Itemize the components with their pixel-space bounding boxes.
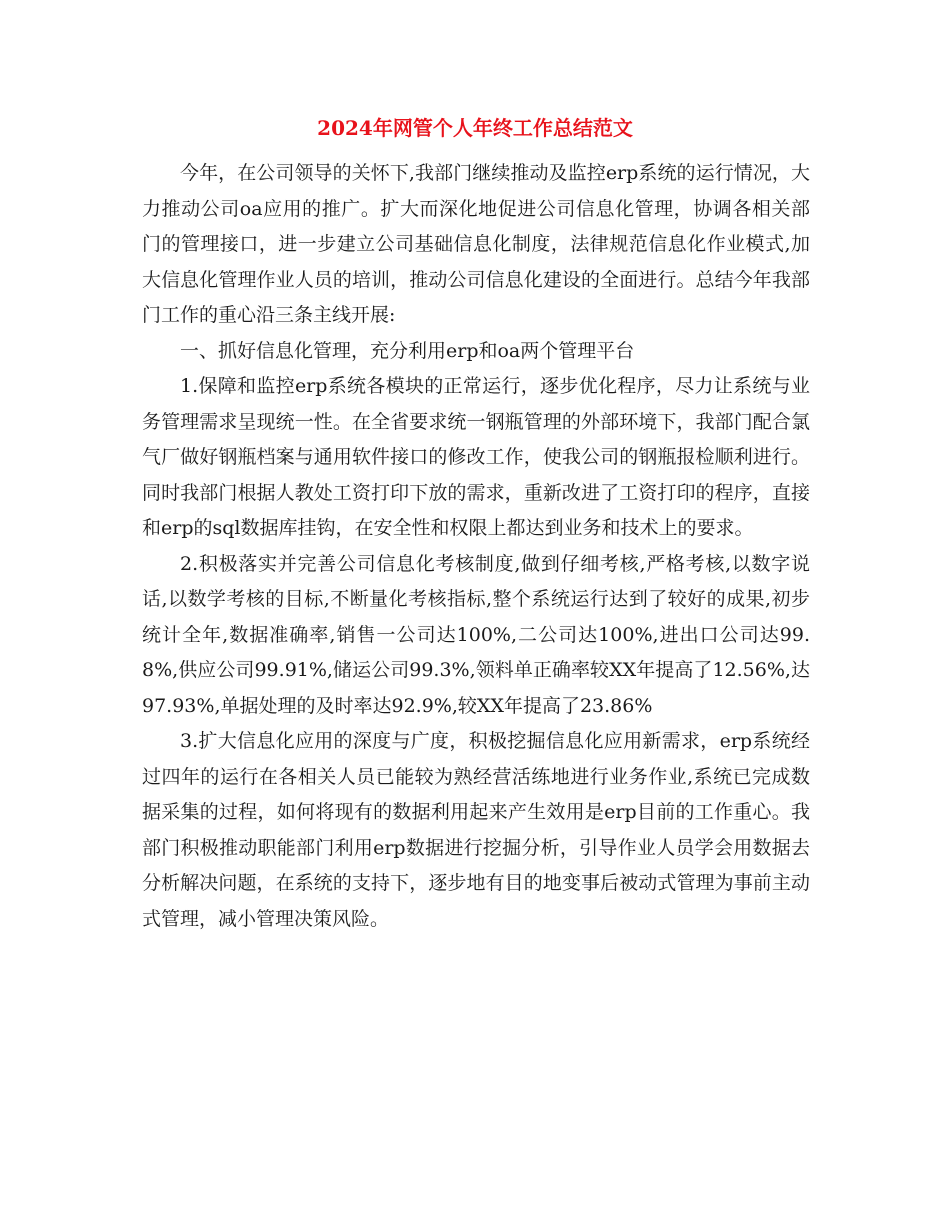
paragraph-item-3: 3.扩大信息化应用的深度与广度，积极挖掘信息化应用新需求，erp系统经过四年的运行在各相关人员已能较为熟经营活练地进行业务作业,系统已完成数据采集的过程，如何将现有的数据利用起来产生效用是erp目前的工作重心。我部门积极推动职能部门利用erp数据进行挖掘分析，引导作业人员学会用数据去分析解决问题，在系统的支持下，逐步地有目的地变事后被动式管理为事前主动式管理，减小管理决策风险。 xyxy=(142,730,810,930)
paragraph-item-1: 1.保障和监控erp系统各模块的正常运行，逐步优化程序，尽力让系统与业务管理需求呈现统一性。在全省要求统一钢瓶管理的外部环境下，我部门配合氯气厂做好钢瓶档案与通用软件接口的修改工作，使我公司的钢瓶报检顺利进行。同时我部门根据人教处工资打印下放的需求，重新改进了工资打印的程序，直接和erp的sql数据库挂钩，在安全性和权限上都达到业务和技术上的要求。 xyxy=(142,375,810,539)
document-title: 2024年网管个人年终工作总结范文 xyxy=(317,116,633,140)
document-body xyxy=(142,156,810,937)
paragraph-item-2: 2.积极落实并完善公司信息化考核制度,做到仔细考核,严格考核,以数字说话,以数学考核的目标,不断量化考核指标,整个系统运行达到了较好的成果,初步统计全年,数据准确率,销售一公司达100%,二公司达100%,进出口公司达99.8%,供应公司99.91%,储运公司99.3%,领料单正确率较XX年提高了12.56%,达97.93%,单据处理的及时率达92.9%,较XX年提高了23.86% xyxy=(142,552,810,717)
paragraph-intro: 今年，在公司领导的关怀下,我部门继续推动及监控erp系统的运行情况，大力推动公司oa应用的推广。扩大而深化地促进公司信息化管理，协调各相关部门的管理接口，进一步建立公司基础信息化制度，法律规范信息化作业模式,加大信息化管理作业人员的培训，推动公司信息化建设的全面进行。总结今年我部门工作的重心沿三条主线开展: xyxy=(142,162,810,326)
section-heading-1: 一、抓好信息化管理，充分利用erp和oa两个管理平台 xyxy=(180,339,635,362)
